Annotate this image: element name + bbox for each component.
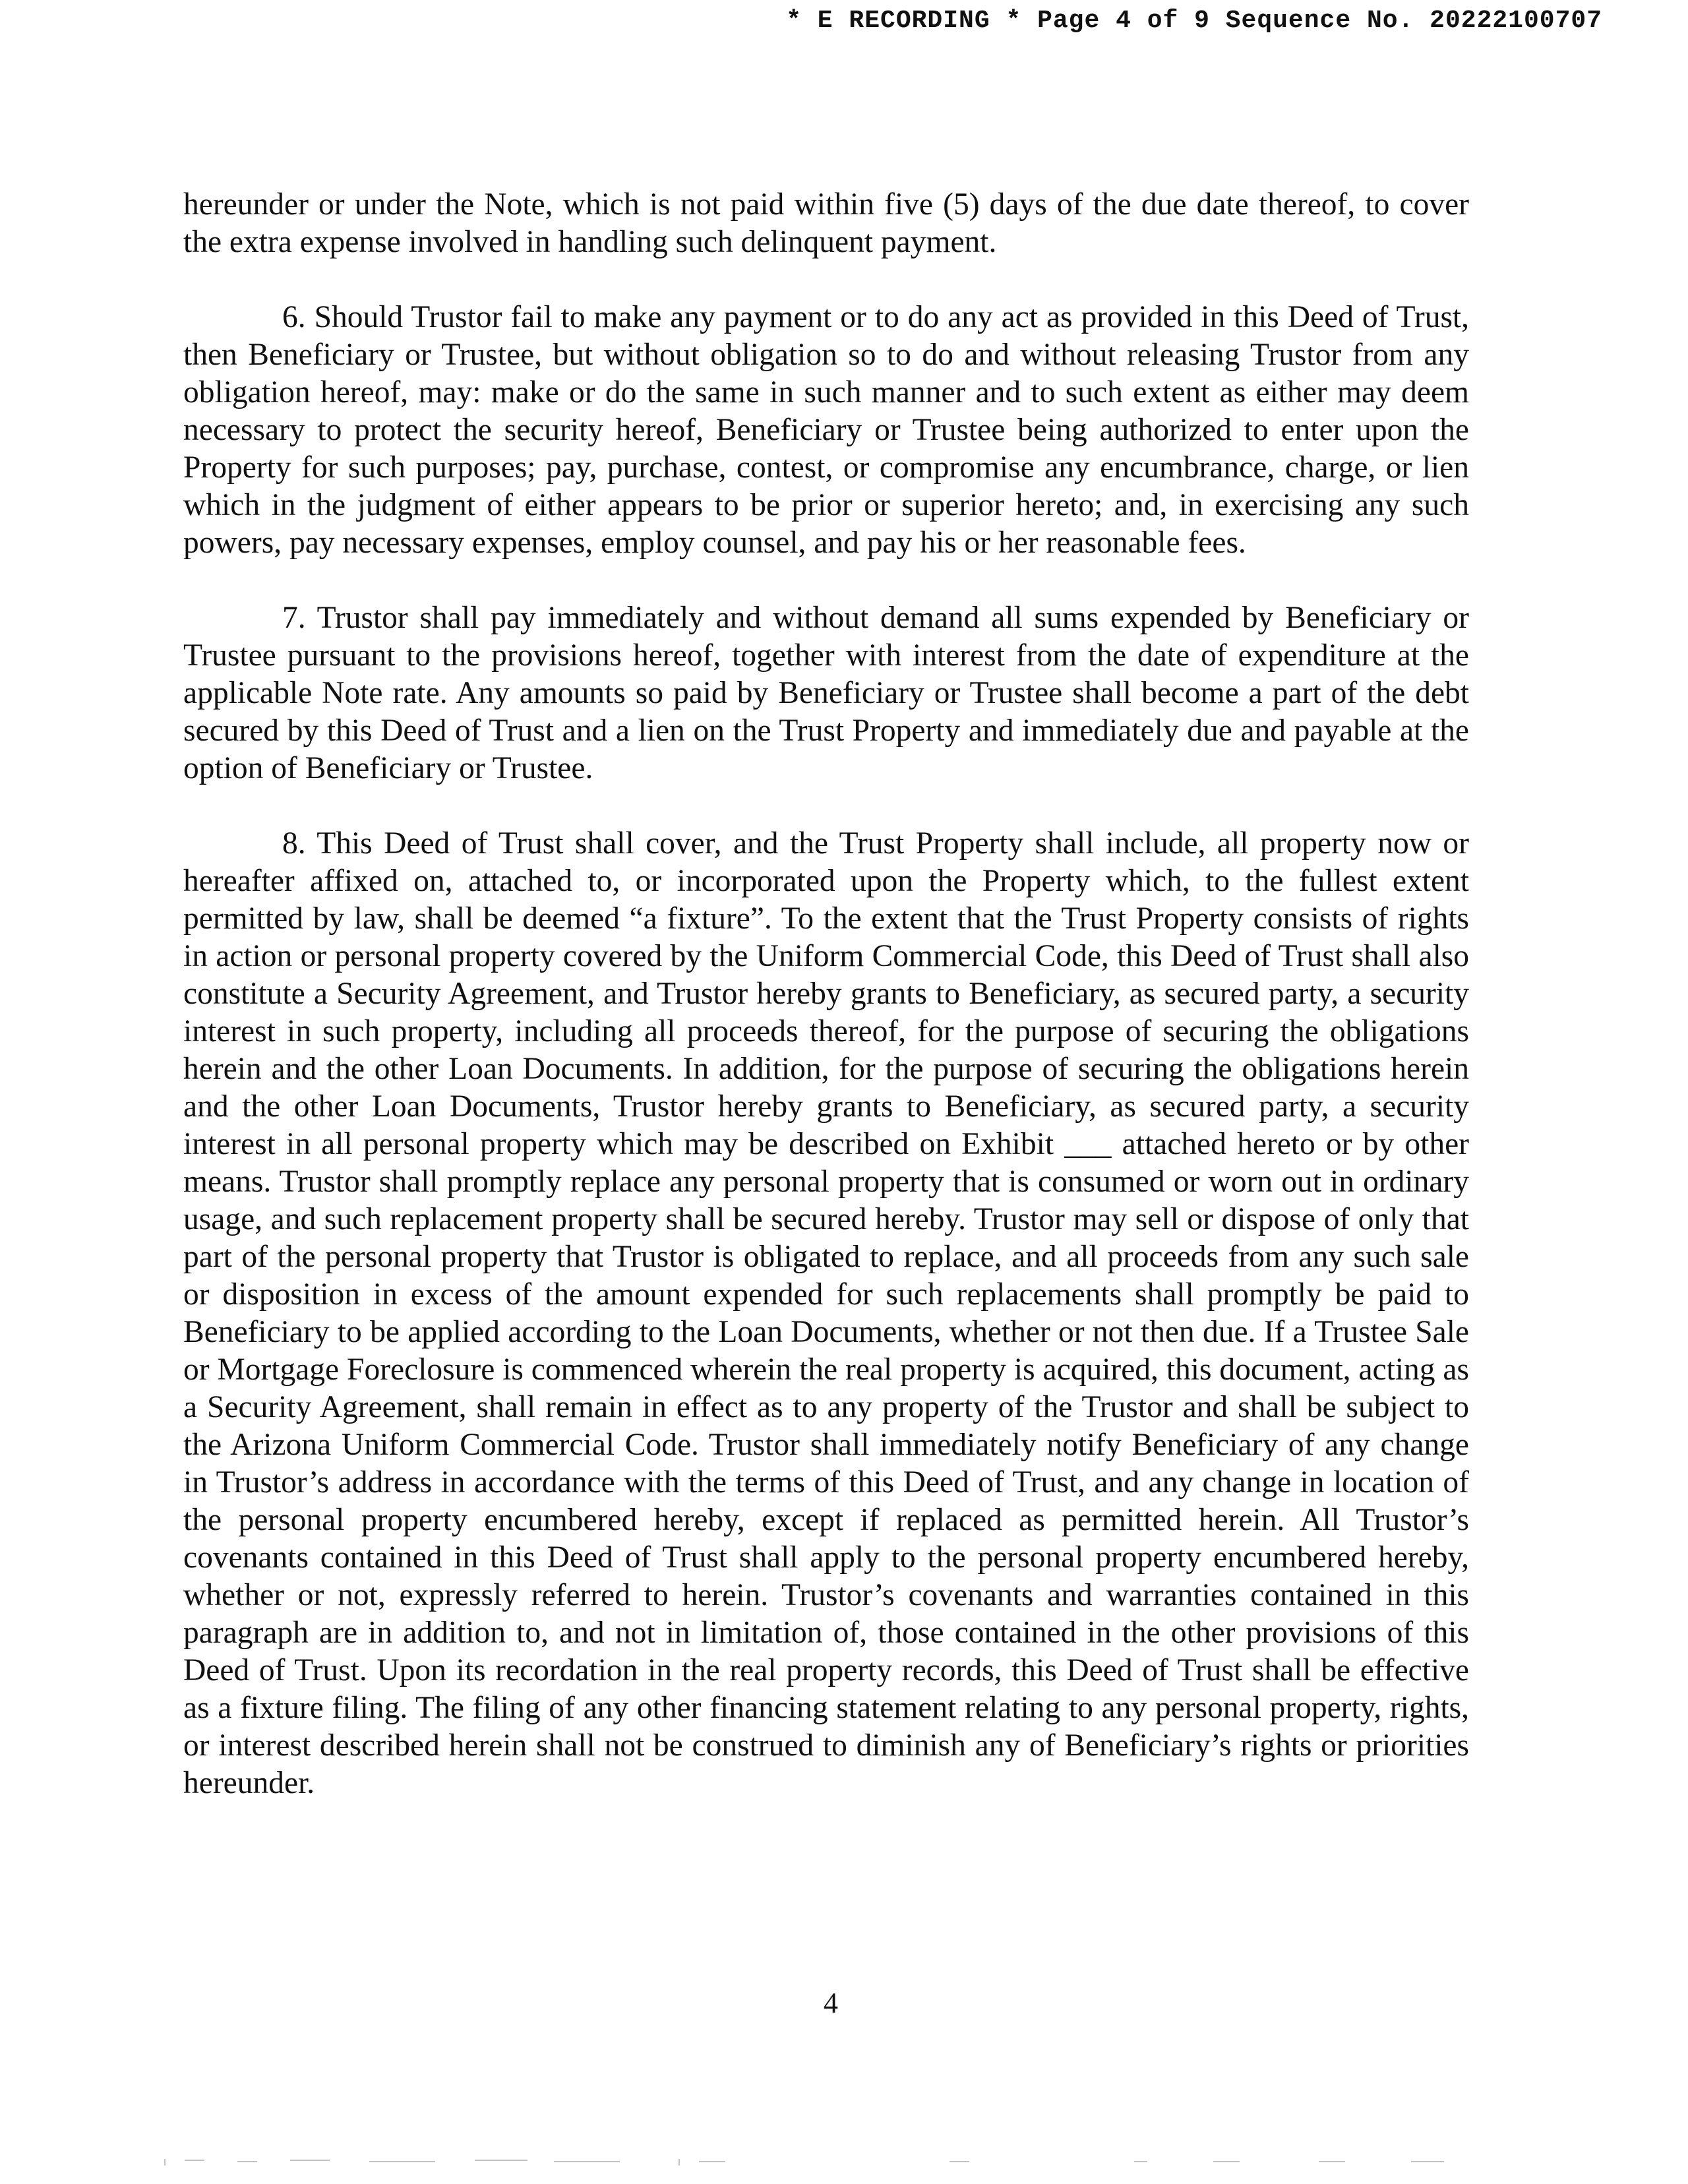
recording-stamp: * E RECORDING * Page 4 of 9 Sequence No. 20222100707: [786, 7, 1602, 35]
paragraph-6: 6. Should Trustor fail to make any payment or to do any act as provided in this Deed of Trust, then Beneficiary or Trustee, but without obligation so to do and without releasing Trustor from any obligation hereof, may: make or do the same in such manner and to such extent as either may deem necessary to protect the security hereof, Beneficiary or Trustee being authorized to enter upon the Property for such purposes; pay, purchase, contest, or compromise any encumbrance, charge, or lien which in the judgment of either appears to be prior or superior hereto; and, in exercising any such powers, pay necessary expenses, employ counsel, and pay his or her reasonable fees.: [183, 300, 1469, 560]
scan-artifact-marks: [158, 2158, 1596, 2167]
document-body: [183, 186, 1469, 1802]
page-number: 4: [824, 1987, 838, 2019]
paragraph-7: 7. Trustor shall pay immediately and without demand all sums expended by Beneficiary or Trustee pursuant to the provisions hereof, together with interest from the date of expenditure at the applicable Note rate. Any amounts so paid by Beneficiary or Trustee shall become a part of the debt secured by this Deed of Trust and a lien on the Trust Property and immediately due and payable at the option of Beneficiary or Trustee.: [183, 601, 1469, 785]
paragraph-continuation: hereunder or under the Note, which is not paid within five (5) days of the due date thereof, to cover the extra expense involved in handling such delinquent payment.: [183, 187, 1469, 259]
paragraph-8: 8. This Deed of Trust shall cover, and the Trust Property shall include, all property now or hereafter affixed on, attached to, or incorporated upon the Property which, to the fullest extent permitted by law, shall be deemed “a fixture”. To the extent that the Trust Property consists of rights in action or personal property covered by the Uniform Commercial Code, this Deed of Trust shall also constitute a Security Agreement, and Trustor hereby grants to Beneficiary, as secured party, a security interest in such property, including all proceeds thereof, for the purpose of securing the obligations herein and the other Loan Documents. In addition, for the purpose of securing the obligations herein and the other Loan Documents, Trustor hereby grants to Beneficiary, as secured party, a security interest in all personal property which may be described on Exhibit ___ attached hereto or by other means. Trustor shall promptly replace any personal property that is consumed or worn out in ordinary usage, and such replacement property shall be secured hereby. Trustor may sell or dispose of only that part of the personal property that Trustor is obligated to replace, and all proceeds from any such sale or disposition in excess of the amount expended for such replacements shall promptly be paid to Beneficiary to be applied according to the Loan Documents, whether or not then due. If a Trustee Sale or Mortgage Foreclosure is commenced wherein the real property is acquired, this document, acting as a Security Agreement, shall remain in effect as to any property of the Trustor and shall be subject to the Arizona Uniform Commercial Code. Trustor shall immediately notify Beneficiary of any change in Trustor’s address in accordance with the terms of this Deed of Trust, and any change in location of the personal property encumbered hereby, except if replaced as permitted herein. All Trustor’s covenants contained in this Deed of Trust shall apply to the personal property encumbered hereby, whether or not, expressly referred to herein. Trustor’s covenants and warranties contained in this paragraph are in addition to, and not in limitation of, those contained in the other provisions of this Deed of Trust. Upon its recordation in the real property records, this Deed of Trust shall be effective as a fixture filing. The filing of any other financing statement relating to any personal property, rights, or interest described herein shall not be construed to diminish any of Beneficiary’s rights or priorities hereunder.: [183, 826, 1469, 1800]
